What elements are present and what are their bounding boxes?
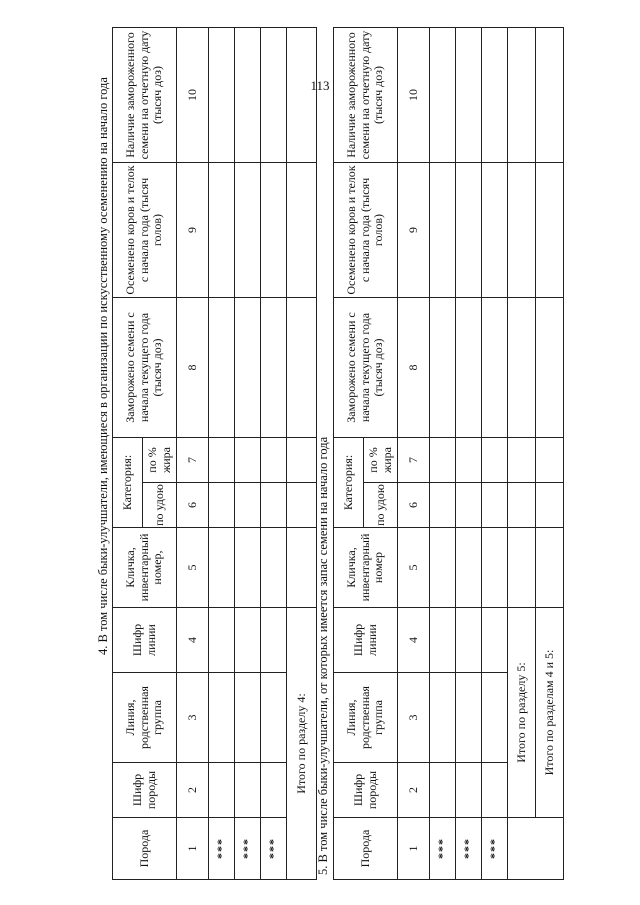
table-row [209,28,235,880]
column-number: 4 [398,608,430,673]
column-number: 6 [177,483,209,528]
column-number: 8 [398,298,430,438]
header-stock: Наличие замороженного семени на отчетную дату (тысяч доз) [113,28,177,163]
header-stock: Наличие замороженного семени на отчетную дату (тысяч доз) [334,28,398,163]
column-number: 8 [177,298,209,438]
row-marker: *** [209,818,235,880]
header-by-fat: по % жира [143,438,177,483]
header-by-yield: по удою [143,483,177,528]
column-number: 3 [398,673,430,763]
header-inseminated: Осеменено коров и телок с начала года (тысяч голов) [334,163,398,298]
header-nickname: Кличка, инвентарный номер [334,528,398,608]
column-number: 6 [398,483,430,528]
column-number: 7 [177,438,209,483]
column-number: 10 [177,28,209,163]
header-category: Категория: [113,438,143,528]
header-breed: Порода [334,818,398,880]
column-number-row [398,28,430,880]
section-4-total-label: Итого по разделу 4: [287,608,317,880]
page-number: 113 [310,78,330,93]
section-5-title: 5. В том числе быки-улучшатели, от которых имеется запас семени на начало года [316,436,330,875]
section-5-table [333,27,564,880]
header-inseminated: Осеменено коров и телок с начала года (тысяч голов) [113,163,177,298]
table-row [235,28,261,880]
header-frozen: Заморожено семени с начала текущего года (тысяч доз) [334,298,398,438]
row-marker: *** [430,818,456,880]
column-number: 7 [398,438,430,483]
header-frozen: Заморожено семени с начала текущего года (тысяч доз) [113,298,177,438]
column-number: 2 [398,763,430,818]
section-5-total-label: Итого по разделу 5: [508,608,536,818]
column-number: 1 [398,818,430,880]
grand-total-label: Итого по разделам 4 и 5: [536,608,564,818]
table-row [456,28,482,880]
total-row [508,28,536,880]
header-line-code: Шифр линии [113,608,177,673]
column-number-row [177,28,209,880]
section-4-table [112,27,317,880]
column-number: 4 [177,608,209,673]
column-number: 1 [177,818,209,880]
table-row [482,28,508,880]
header-breed-code: Шифр породы [334,763,398,818]
column-number: 5 [398,528,430,608]
header-nickname: Кличка, инвентарный номер, [113,528,177,608]
grand-total-row [536,28,564,880]
header-category: Категория: [334,438,364,528]
header-breed: Порода [113,818,177,880]
row-marker: *** [482,818,508,880]
table-row [261,28,287,880]
row-marker: *** [235,818,261,880]
section-4-title: 4. В том числе быки-улучшатели, имеющиеся в организации по искусственному осеменению на начало года [96,77,110,655]
column-number: 9 [177,163,209,298]
header-line-code: Шифр линии [334,608,398,673]
header-line: Линия, родственная группа [113,673,177,763]
column-number: 9 [398,163,430,298]
column-number: 10 [398,28,430,163]
column-number: 2 [177,763,209,818]
total-row [287,28,317,880]
row-marker: *** [456,818,482,880]
row-marker: *** [261,818,287,880]
column-number: 5 [177,528,209,608]
header-by-fat: по % жира [364,438,398,483]
header-line: Линия, родственная группа [334,673,398,763]
header-breed-code: Шифр породы [113,763,177,818]
column-number: 3 [177,673,209,763]
header-by-yield: по удою [364,483,398,528]
table-row [430,28,456,880]
